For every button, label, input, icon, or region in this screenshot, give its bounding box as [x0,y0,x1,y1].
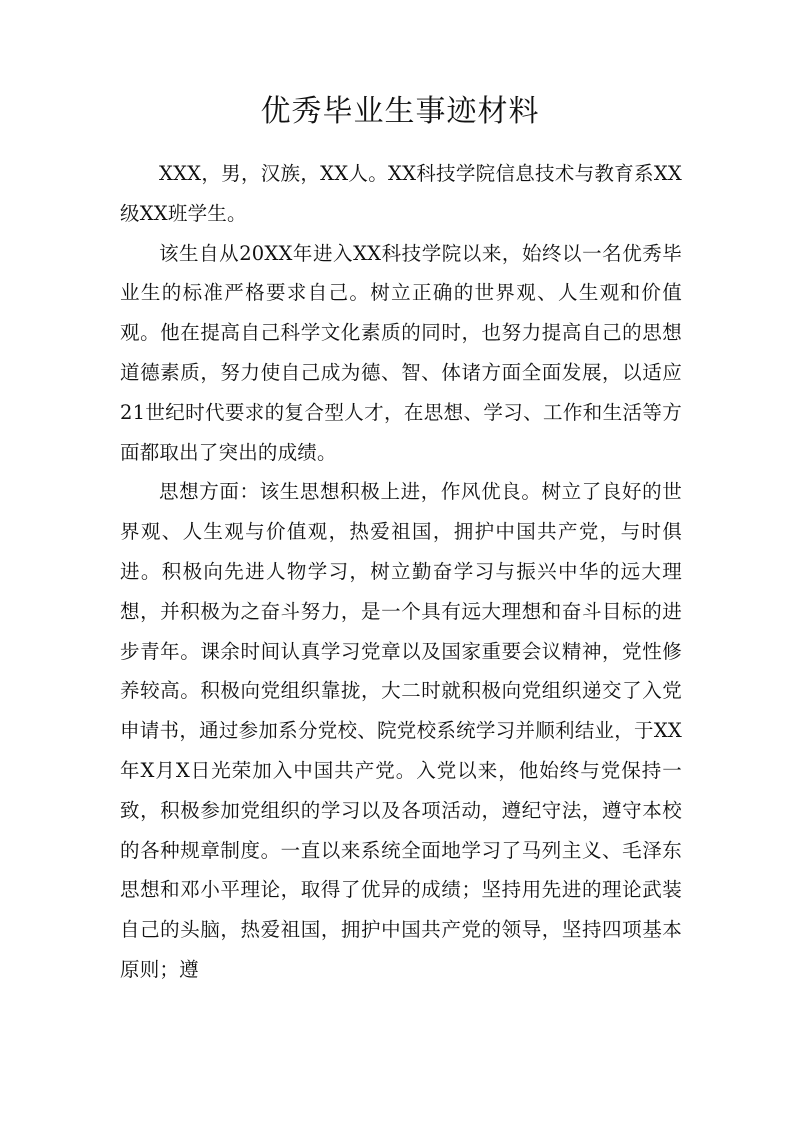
paragraph-overview: 该生自从20XX年进入XX科技学院以来，始终以一名优秀毕业生的标准严格要求自己。树立正确的世界观、人生观和价值观。他在提高自己科学文化素质的同时，也努力提高自己的思想道德素质，努力使自己成为德、智、体诸方面全面发展，以适应21世纪时代要求的复合型人才，在思想、学习、工作和生活等方面都取出了突出的成绩。 [120,241,682,464]
document-body [120,154,682,990]
paragraph-ideology: 思想方面：该生思想积极上进，作风优良。树立了良好的世界观、人生观与价值观，热爱祖国，拥护中国共产党，与时俱进。积极向先进人物学习，树立勤奋学习与振兴中华的远大理想，并积极为之奋斗努力，是一个具有远大理想和奋斗目标的进步青年。课余时间认真学习党章以及国家重要会议精神，党性修养较高。积极向党组织靠拢，大二时就积极向党组织递交了入党申请书，通过参加系分党校、院党校系统学习并顺利结业，于XX年X月X日光荣加入中国共产党。入党以来，他始终与党保持一致，积极参加党组织的学习以及各项活动，遵纪守法，遵守本校的各种规章制度。一直以来系统全面地学习了马列主义、毛泽东思想和邓小平理论，取得了优异的成绩；坚持用先进的理论武装自己的头脑，热爱祖国，拥护中国共产党的领导，坚持四项基本原则；遵 [120,480,682,981]
paragraph-personal-info: XXX，男，汉族，XX人。XX科技学院信息技术与教育系XX级XX班学生。 [120,162,682,225]
document-title: 优秀毕业生事迹材料 [260,94,540,129]
